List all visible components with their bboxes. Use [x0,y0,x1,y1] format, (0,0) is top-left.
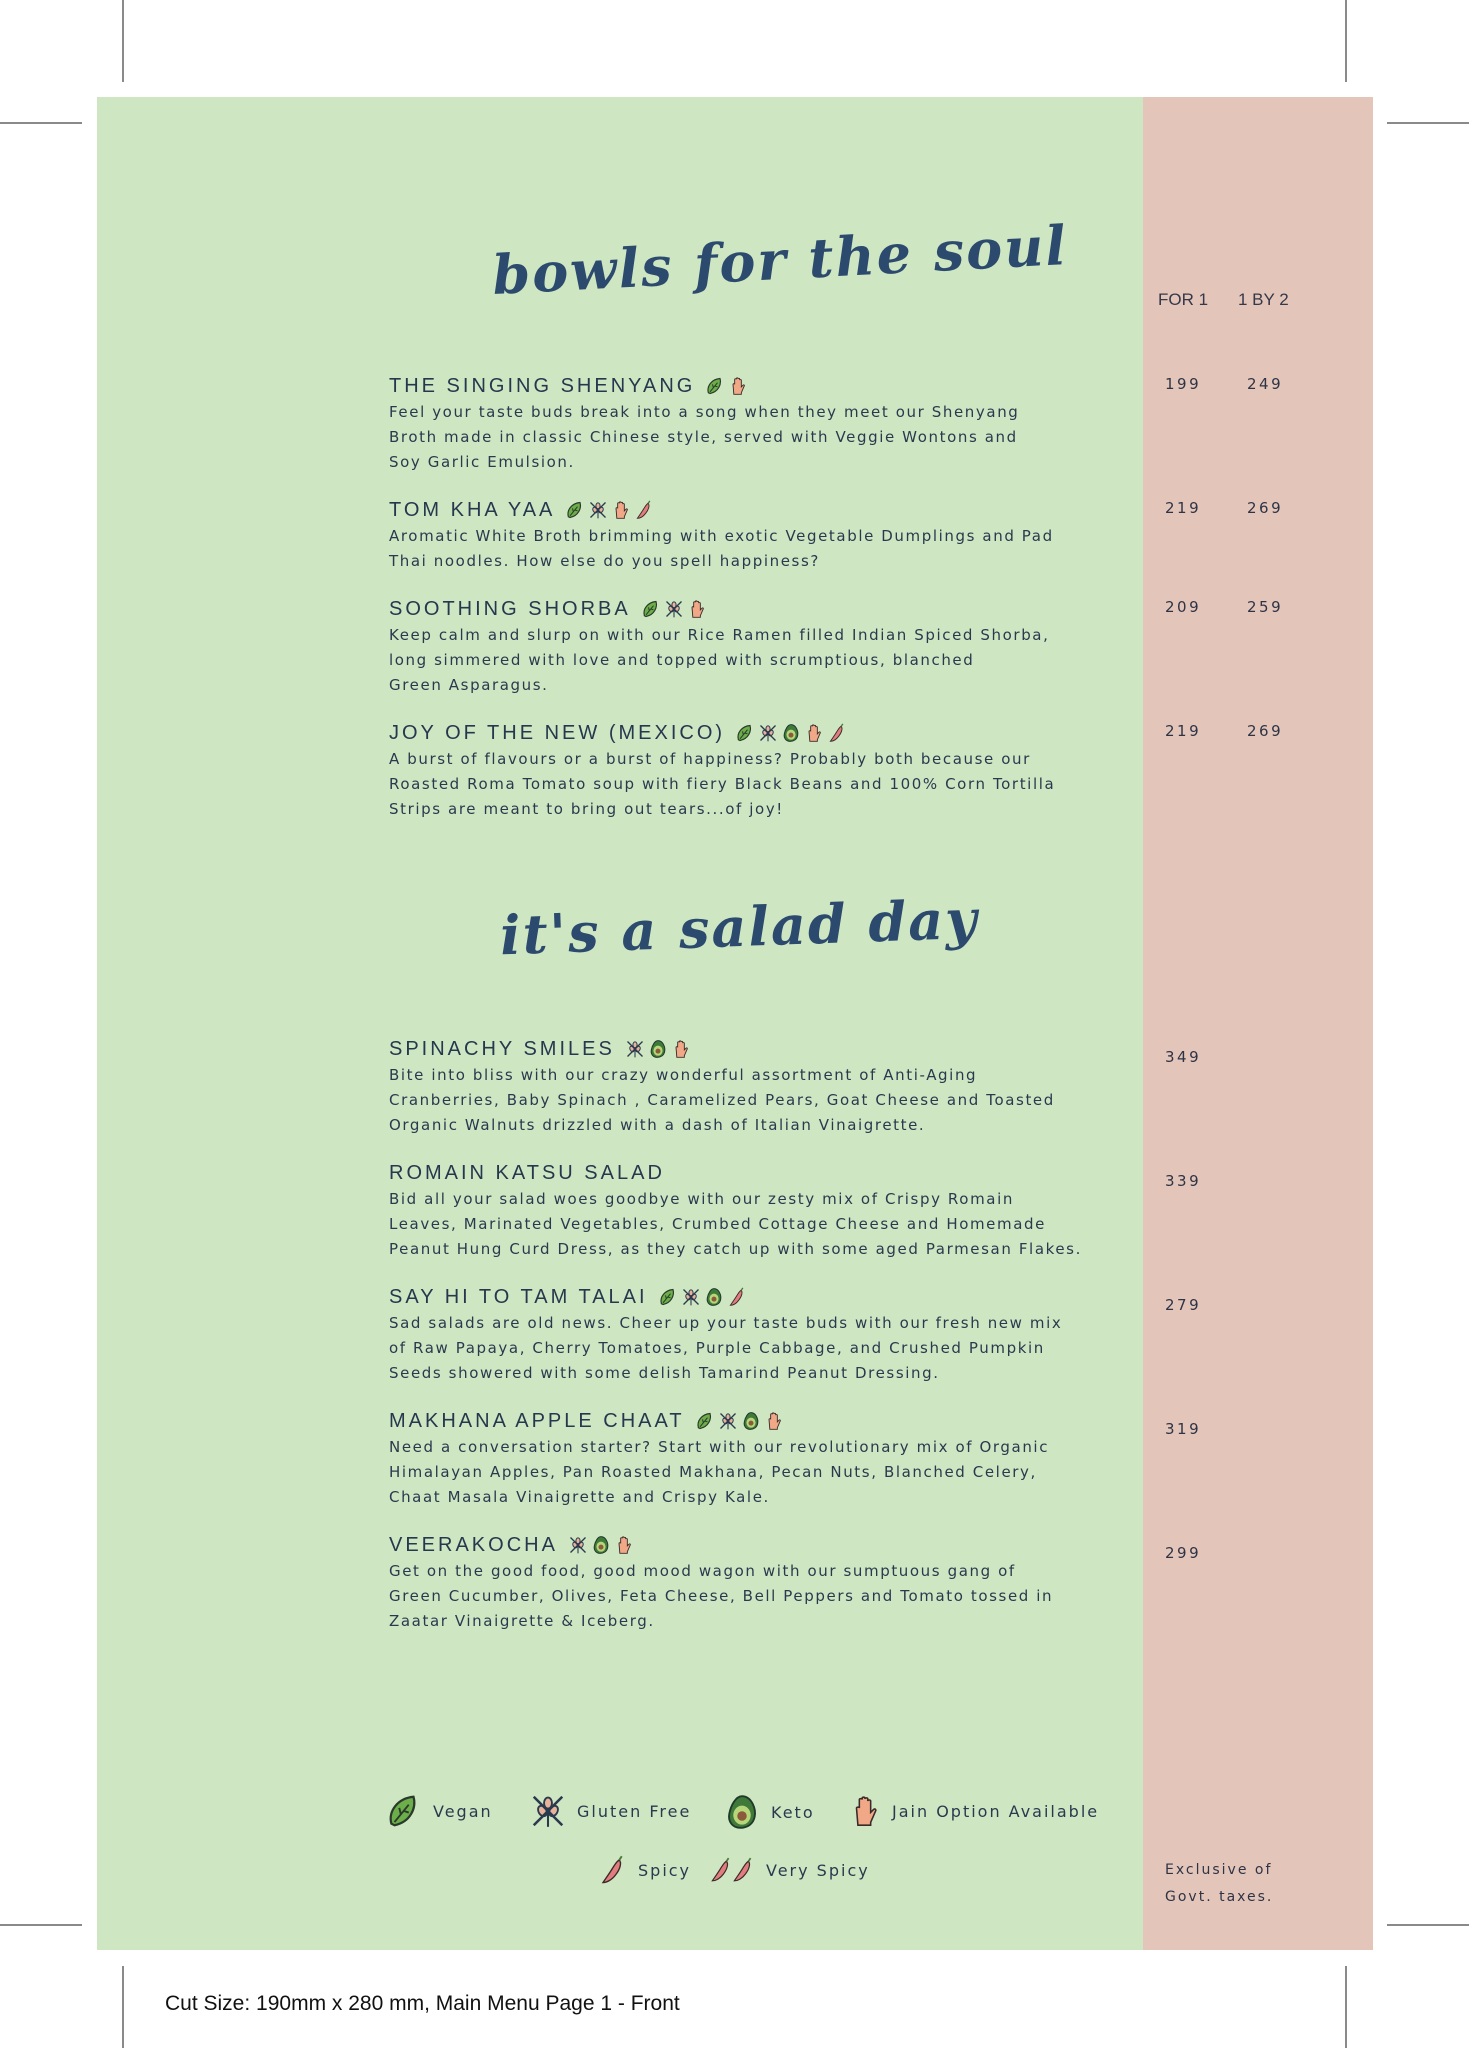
item-description: Aromatic White Broth brimming with exotic Vegetable Dumplings and Pad Thai noodles. How else do you spell happiness? [389,527,1054,570]
spicy-icon [827,723,847,743]
keto-icon [591,1535,611,1555]
item-name: ROMAIN KATSU SALAD [389,1161,665,1184]
menu-item [389,1409,1109,1510]
price-for-one: 339 [1165,1172,1202,1190]
very-spicy-chili-icon [730,1855,756,1885]
item-description: Keep calm and slurp on with our Rice Ramen filled Indian Spiced Shorba, long simmered with love and topped with scrumptious, blanched Green Asparagus. [389,626,1050,694]
price-for-one: 299 [1165,1544,1202,1562]
menu-item [389,498,1109,574]
legend-vegan: Vegan [385,1792,493,1830]
price-one-by-two: 259 [1247,598,1284,616]
item-name: SOOTHING SHORBA [389,597,631,620]
vegan-leaf-icon [385,1792,423,1830]
price-one-by-two: 269 [1247,722,1284,740]
crop-mark [1387,1924,1469,1926]
jain-icon [764,1411,784,1431]
price-one-by-two: 249 [1247,375,1284,393]
keto-icon [781,723,801,743]
keto-icon [741,1411,761,1431]
item-description: Sad salads are old news. Cheer up your taste buds with our fresh new mix of Raw Papaya, Cherry Tomatoes, Purple Cabbage, and Crushed Pumpkin Seeds showered with some delish Tamarind Peanut Dressing. [389,1314,1063,1382]
item-name: SPINACHY SMILES [389,1037,615,1060]
jain-icon [687,599,707,619]
print-spec-footer: Cut Size: 190mm x 280 mm, Main Menu Page 1 - Front [165,1992,680,2015]
spicy-icon [634,500,654,520]
vegan-icon [695,1411,715,1431]
gluten-free-icon [625,1039,645,1059]
crop-mark [1345,1966,1347,2048]
price-for-one: 199 [1165,375,1202,393]
section-title [499,886,980,968]
menu-item [389,374,1109,475]
crop-mark [122,0,124,82]
gluten-free-icon [664,599,684,619]
item-description: Bite into bliss with our crazy wonderful assortment of Anti-Aging Cranberries, Baby Spinach , Caramelized Pears, Goat Cheese and Toasted Organic Walnuts drizzled with a dash of Italian Vinaigrette. [389,1066,1055,1134]
keto-icon [704,1287,724,1307]
menu-item [389,1285,1109,1386]
jain-icon [804,723,824,743]
menu-item [389,721,1109,822]
vegan-icon [641,599,661,619]
crop-mark [0,1924,82,1926]
menu-item [389,1037,1109,1138]
menu-item [389,1161,1109,1262]
section-title [490,212,1070,308]
vegan-icon [565,500,585,520]
item-description: Get on the good food, good mood wagon with our sumptuous gang of Green Cucumber, Olives, Feta Cheese, Bell Peppers and Tomato tossed in Zaatar Vinaigrette & Iceberg. [389,1562,1054,1630]
spicy-chili-icon [598,1855,628,1885]
keto-avocado-icon [723,1792,761,1832]
price-for-one: 219 [1165,499,1202,517]
item-name: MAKHANA APPLE CHAAT [389,1409,685,1432]
section-title-text: it's a salad day [499,886,980,968]
section-title-text: bowls for the soul [490,212,1070,308]
menu-item [389,597,1109,698]
item-description: Feel your taste buds break into a song when they meet our Shenyang Broth made in classic Chinese style, served with Veggie Wontons and Soy Garlic Emulsion. [389,403,1020,471]
price-for-one: 219 [1165,722,1202,740]
spicy-icon [727,1287,747,1307]
jain-icon [671,1039,691,1059]
crop-mark [1387,122,1469,124]
gluten-free-icon [568,1535,588,1555]
price-for-one: 279 [1165,1296,1202,1314]
item-name: THE SINGING SHENYANG [389,374,696,397]
crop-mark [0,122,82,124]
price-for-one: 349 [1165,1048,1202,1066]
keto-icon [648,1039,668,1059]
crop-mark [1345,0,1347,82]
legend-spicy: Spicy [598,1855,691,1885]
gluten-free-icon [758,723,778,743]
legend-very-spicy: Very Spicy [708,1855,870,1885]
column-header-for-one: FOR 1 [1158,290,1209,309]
item-name: JOY OF THE NEW (MEXICO) [389,721,726,744]
gluten-free-wheat-icon [529,1792,567,1830]
item-name: SAY HI TO TAM TALAI [389,1285,648,1308]
jain-icon [614,1535,634,1555]
jain-icon [728,376,748,396]
price-for-one: 319 [1165,1420,1202,1438]
tax-note: Exclusive of Govt. taxes. [1165,1862,1274,1905]
item-description: Need a conversation starter? Start with our revolutionary mix of Organic Himalayan Apples, Pan Roasted Makhana, Pecan Nuts, Blanched Celery, Chaat Masala Vinaigrette and Crispy Kale. [389,1438,1050,1506]
legend-gluten-free: Gluten Free [529,1792,691,1830]
menu-item [389,1533,1109,1634]
price-for-one: 209 [1165,598,1202,616]
gluten-free-icon [718,1411,738,1431]
gluten-free-icon [588,500,608,520]
legend-keto: Keto [723,1792,815,1832]
column-header-one-by-two: 1 BY 2 [1238,290,1289,309]
vegan-icon [735,723,755,743]
gluten-free-icon [681,1287,701,1307]
crop-mark [122,1966,124,2048]
vegan-icon [705,376,725,396]
vegan-icon [658,1287,678,1307]
item-name: VEERAKOCHA [389,1533,558,1556]
jain-hand-icon [848,1792,882,1830]
jain-icon [611,500,631,520]
price-one-by-two: 269 [1247,499,1284,517]
item-name: TOM KHA YAA [389,498,556,521]
item-description: Bid all your salad woes goodbye with our zesty mix of Crispy Romain Leaves, Marinated Vegetables, Crumbed Cottage Cheese and Homemade Peanut Hung Curd Dress, as they catch up with some aged Parmesan Flakes. [389,1190,1082,1258]
legend-jain: Jain Option Available [848,1792,1099,1830]
item-description: A burst of flavours or a burst of happiness? Probably both because our Roasted Roma Tomato soup with fiery Black Beans and 100% Corn Tortilla Strips are meant to bring out tears...of joy! [389,750,1056,818]
